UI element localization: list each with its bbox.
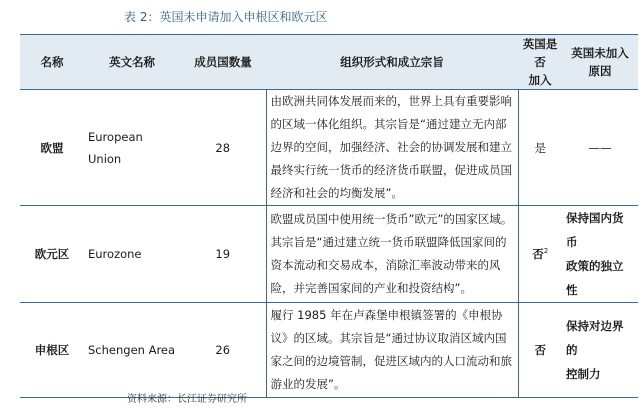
header-name: 名称 xyxy=(40,55,64,69)
table-header-row xyxy=(20,35,638,90)
row-name: 欧盟 xyxy=(40,140,64,155)
header-english: 英文名称 xyxy=(109,55,155,69)
table-caption: 表 2：英国未申请加入申根区和欧元区 xyxy=(124,10,328,24)
row-name: 欧元区 xyxy=(34,247,70,261)
comparison-table xyxy=(20,34,638,398)
row-uk-joined-value: 否 xyxy=(534,343,546,357)
footnote-marker: 2 xyxy=(543,247,549,256)
row-english xyxy=(84,303,180,398)
row-uk-joined-value: 否 xyxy=(532,247,544,261)
row-purpose: 履行 1985 年在卢森堡申根镇签署的《申根协议》的区域。其宗旨是“通过协议取消区域内国家之间的边境管制，促进区域内的人口流动和旅游业的发展”。 xyxy=(266,303,518,398)
header-reason xyxy=(562,35,638,90)
header-uk-joined-line2: 加入 xyxy=(528,73,552,87)
header-reason-line2: 原因 xyxy=(588,64,612,78)
row-name: 申根区 xyxy=(34,343,70,357)
header-members: 成员国数量 xyxy=(194,55,252,69)
table-row xyxy=(20,206,638,303)
row-reason xyxy=(562,90,638,206)
row-english-line1: European xyxy=(88,129,143,144)
row-purpose: 欧盟成员国中使用统一货币”欧元”的国家区域。其宗旨是“通过建立统一货币联盟降低国家间的资本流动和交易成本，消除汇率波动带来的风险，并完善国家间的产业和投资结构”。 xyxy=(266,206,518,303)
row-uk-joined xyxy=(518,90,562,206)
row-reason-line1: 保持国内货币 xyxy=(566,211,624,249)
row-english-line2: Union xyxy=(88,151,122,166)
row-english xyxy=(84,90,180,206)
row-reason-line2: 政策的独立性 xyxy=(566,259,624,297)
row-members: 19 xyxy=(215,247,231,261)
row-reason-line2: 控制力 xyxy=(566,367,601,381)
row-english-line1: Schengen Area xyxy=(88,343,176,357)
row-reason xyxy=(562,303,638,398)
row-reason-line1: 保持对边界的 xyxy=(566,319,624,357)
table-row xyxy=(20,303,638,398)
source-note: 资料来源：长江证券研究所 xyxy=(127,394,247,405)
row-english xyxy=(84,206,180,303)
row-reason xyxy=(562,206,638,303)
header-purpose: 组织形式和成立宗旨 xyxy=(340,55,444,69)
row-uk-joined-value: 是 xyxy=(534,140,546,155)
header-reason-line1: 英国未加入 xyxy=(571,46,629,60)
header-uk-joined-line1: 英国是否 xyxy=(522,37,558,69)
row-members: 28 xyxy=(215,140,231,155)
header-uk-joined xyxy=(518,35,562,90)
row-purpose: 由欧洲共同体发展而来的，世界上具有重要影响的区域一体化组织。其宗旨是“通过建立无内部边界的空间，加强经济、社会的协调发展和建立最终实行统一货币的经济货币联盟，促进成员国经济和社会的均衡发展”。 xyxy=(266,90,518,206)
row-uk-joined xyxy=(518,303,562,398)
row-uk-joined xyxy=(518,206,562,303)
row-members: 26 xyxy=(215,343,231,357)
row-reason-line1: —— xyxy=(588,140,612,155)
table-row xyxy=(20,90,638,206)
row-english-line1: Eurozone xyxy=(88,247,142,261)
